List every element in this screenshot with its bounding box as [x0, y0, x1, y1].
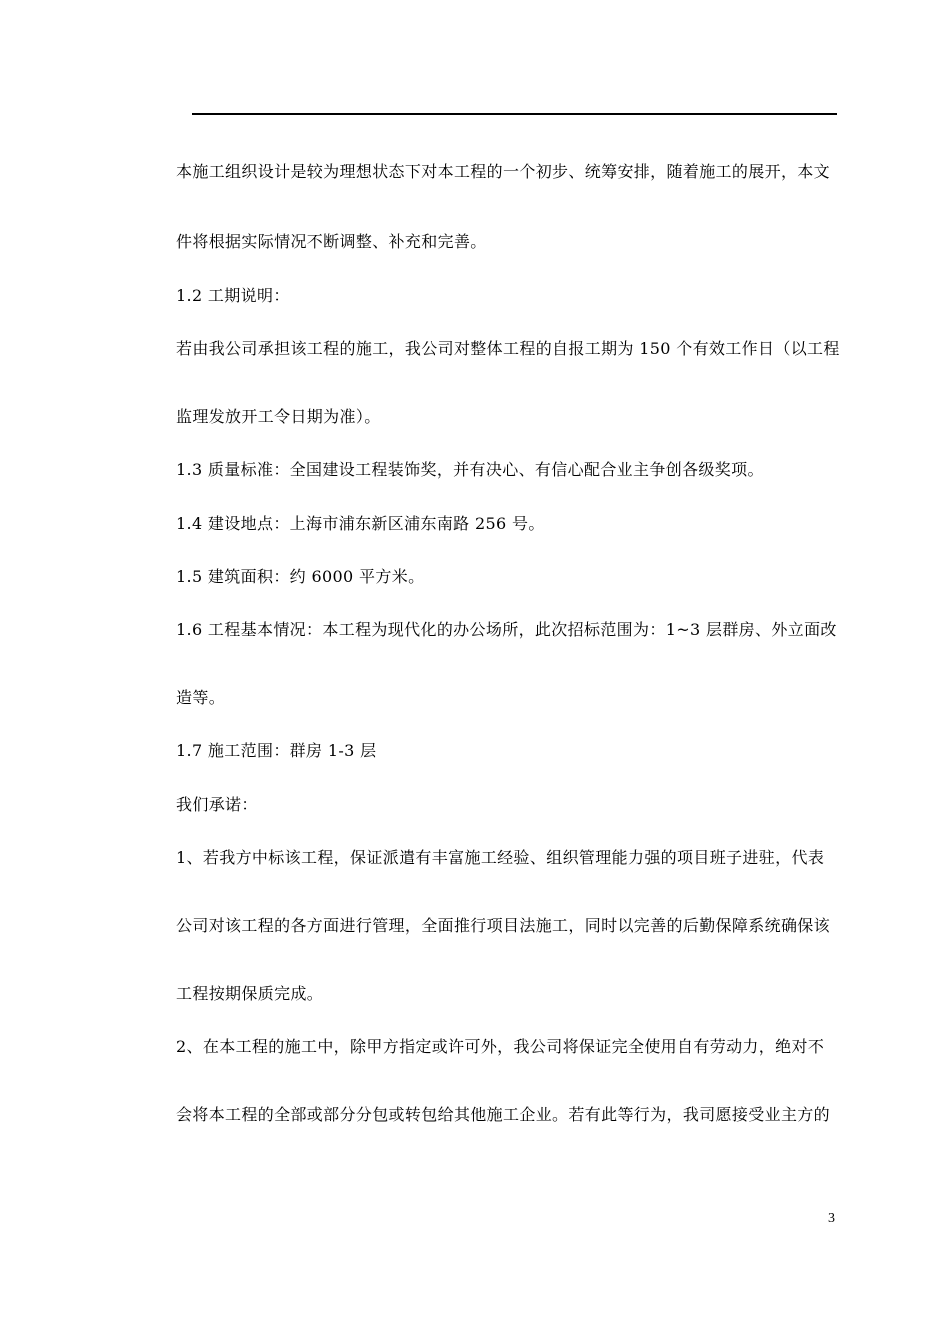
section-heading: 1.2 工期说明：	[176, 286, 290, 305]
body-line: 件将根据实际情况不断调整、补充和完善。	[176, 232, 487, 251]
body-line: 本施工组织设计是较为理想状态下对本工程的一个初步、统筹安排，随着施工的展开，本文	[176, 162, 831, 181]
commitment-line: 1、若我方中标该工程，保证派遣有丰富施工经验、组织管理能力强的项目班子进驻，代表	[176, 848, 825, 867]
commitment-line: 2、在本工程的施工中，除甲方指定或许可外，我公司将保证完全使用自有劳动力，绝对不	[176, 1037, 825, 1056]
section-item: 1.5 建筑面积：约 6000 平方米。	[176, 567, 425, 586]
section-item: 1.7 施工范围：群房 1-3 层	[176, 741, 377, 760]
page-number: 3	[828, 1211, 835, 1226]
header-rule	[192, 113, 837, 115]
commitment-line: 会将本工程的全部或部分分包或转包给其他施工企业。若有此等行为，我司愿接受业主方的	[176, 1105, 831, 1124]
commitment-line: 公司对该工程的各方面进行管理，全面推行项目法施工，同时以完善的后勤保障系统确保该	[176, 916, 831, 935]
section-item: 1.3 质量标准：全国建设工程装饰奖，并有决心、有信心配合业主争创各级奖项。	[176, 460, 764, 479]
commitment-line: 工程按期保质完成。	[176, 984, 324, 1003]
body-line: 若由我公司承担该工程的施工，我公司对整体工程的自报工期为 150 个有效工作日（以工程	[176, 339, 840, 358]
body-line: 造等。	[176, 688, 226, 707]
commitment-heading: 我们承诺：	[176, 795, 258, 814]
body-line: 监理发放开工令日期为准）。	[176, 407, 381, 426]
section-item: 1.4 建设地点：上海市浦东新区浦东南路 256 号。	[176, 514, 545, 533]
section-item: 1.6 工程基本情况：本工程为现代化的办公场所，此次招标范围为：1~3 层群房、外立面改	[176, 620, 837, 639]
